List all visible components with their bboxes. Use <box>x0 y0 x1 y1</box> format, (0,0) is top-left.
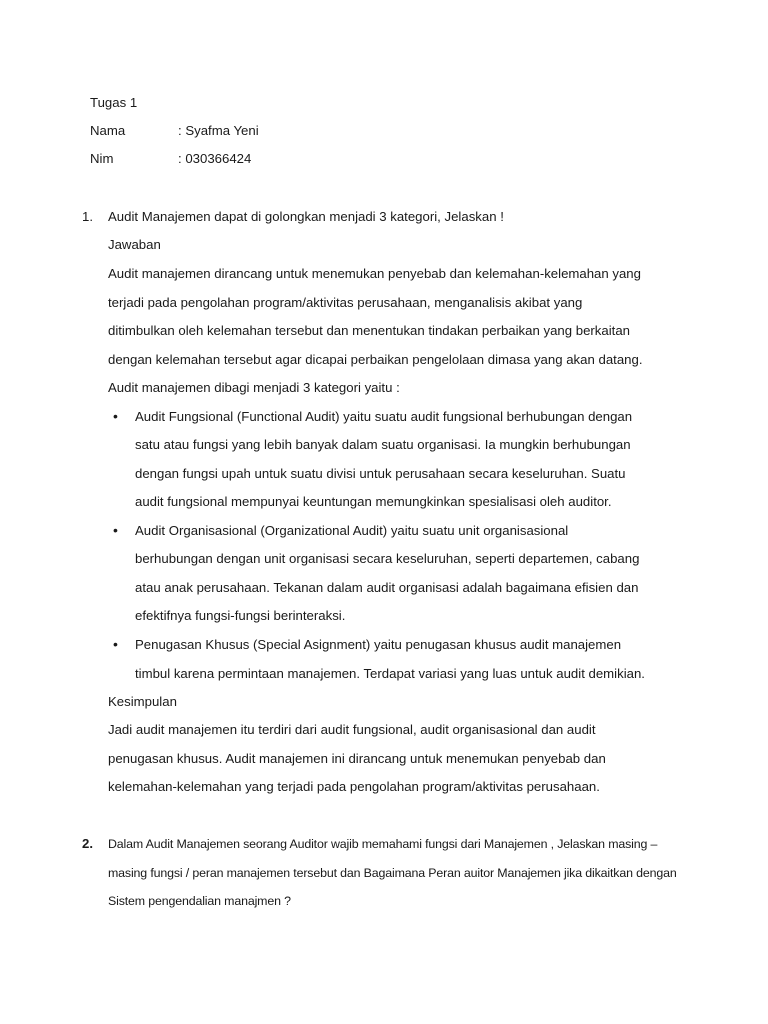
bullet-3-line: timbul karena permintaan manajemen. Terdapat variasi yang luas untuk audit demikian. <box>135 666 645 681</box>
conclusion-line: Jadi audit manajemen itu terdiri dari audit fungsional, audit organisasional dan audit <box>108 722 596 737</box>
name-label: Nama <box>90 123 126 138</box>
question-1-text: Audit Manajemen dapat di golongkan menjadi 3 kategori, Jelaskan ! <box>108 209 504 224</box>
bullet-3-line: Penugasan Khusus (Special Asignment) yaitu penugasan khusus audit manajemen <box>135 637 622 652</box>
bullet-1-line: dengan fungsi upah untuk suatu divisi untuk perusahaan secara keseluruhan. Suatu <box>135 466 626 481</box>
answer-heading: Jawaban <box>108 237 161 252</box>
bullet-2-line: Audit Organisasional (Organizational Audit) yaitu suatu unit organisasional <box>135 523 569 538</box>
question-1-number: 1. <box>82 209 93 224</box>
bullet-1-line: audit fungsional mempunyai keuntungan memungkinkan spesialisasi oleh auditor. <box>135 494 612 509</box>
bullet-1-line: Audit Fungsional (Functional Audit) yaitu suatu audit fungsional berhubungan dengan <box>135 409 633 424</box>
question-2-line: masing fungsi / peran manajemen tersebut dan Bagaimana Peran auitor Manajemen jika dikaitkan dengan <box>108 866 677 880</box>
bullet-2-line: atau anak perusahaan. Tekanan dalam audit organisasi adalah bagaimana efisien dan <box>135 580 639 595</box>
bullet-1-line: satu atau fungsi yang lebih banyak dalam suatu organisasi. Ia mungkin berhubungan <box>135 437 631 452</box>
conclusion-line: kelemahan-kelemahan yang terjadi pada pengolahan program/aktivitas perusahaan. <box>108 779 600 794</box>
bullet-2-line: efektifnya fungsi-fungsi berinteraksi. <box>135 608 346 623</box>
nim-value: : 030366424 <box>178 151 252 166</box>
question-2-line: Sistem pengendalian manajmen ? <box>108 894 291 908</box>
intro-line: Audit manajemen dirancang untuk menemukan penyebab dan kelemahan-kelemahan yang <box>108 266 641 281</box>
bullet-icon: • <box>113 522 118 538</box>
conclusion-line: penugasan khusus. Audit manajemen ini dirancang untuk menemukan penyebab dan <box>108 751 606 766</box>
bullet-icon: • <box>113 408 118 424</box>
conclusion-heading: Kesimpulan <box>108 694 177 709</box>
intro-line: ditimbulkan oleh kelemahan tersebut dan menentukan tindakan perbaikan yang berkaitan <box>108 323 630 338</box>
intro-line: terjadi pada pengolahan program/aktivitas perusahaan, menganalisis akibat yang <box>108 295 583 310</box>
name-value: : Syafma Yeni <box>178 123 259 138</box>
question-2-number: 2. <box>82 836 93 851</box>
nim-label: Nim <box>90 151 114 166</box>
categories-heading: Audit manajemen dibagi menjadi 3 kategori yaitu : <box>108 380 400 395</box>
task-title: Tugas 1 <box>90 95 138 110</box>
intro-line: dengan kelemahan tersebut agar dicapai perbaikan pengelolaan dimasa yang akan datang. <box>108 352 643 367</box>
bullet-icon: • <box>113 636 118 652</box>
bullet-2-line: berhubungan dengan unit organisasi secara keseluruhan, seperti departemen, cabang <box>135 551 640 566</box>
question-2-line: Dalam Audit Manajemen seorang Auditor wajib memahami fungsi dari Manajemen , Jelaskan masing – <box>108 837 658 851</box>
